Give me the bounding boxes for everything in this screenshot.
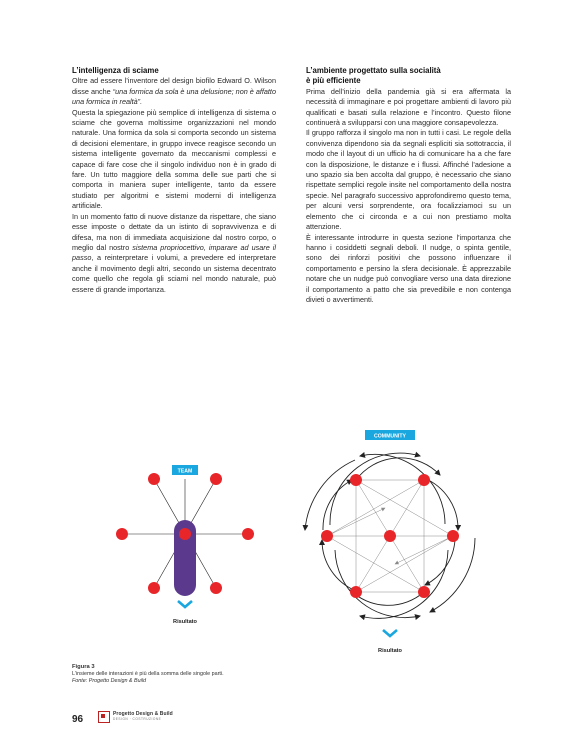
heading-line-2: è più efficiente <box>306 76 361 86</box>
logo-sub-text: DESIGN · COSTRUZIONE <box>113 717 162 721</box>
figure-caption <box>72 664 224 685</box>
community-node <box>418 474 430 486</box>
paragraph-text: In un momento fatto di nuove distanze da rispettare, che siano esse imposte o dettate da un istinto di sopravvivenza e di difesa, ma non di immediata acquisizione dal nostro corpo, o meglio dal nostro <box>72 211 276 252</box>
logo-text <box>113 712 173 722</box>
left-column <box>72 66 276 295</box>
paragraph-swarm-intelligence: Questa la spiegazione più semplice di intelligenza di sistema o sciame che governa moltissime organizzazioni nel mondo naturale. Una formica da sola si comporta secondo un sistema di decisioni elementare, in gruppo invece reagisce secondo un sistema intelligente governato da meccanismi complessi e capace di fare cose che il singolo individuo non è in grado di fare. Un tutto maggiore della somma delle sue parti che si comporta in maniera super intelligente, tanto da essere studiato per algoritmi e sistemi moderni di intelligenza artificiale. <box>72 107 276 211</box>
caption-text: L’insieme delle interazioni è più della somma delle singole parti. <box>72 671 224 677</box>
section-heading-social <box>306 66 511 87</box>
paragraph-distances <box>72 212 276 295</box>
team-node <box>148 582 160 594</box>
community-node <box>384 530 396 542</box>
emphasis-text: sistema propriocettivo, imparare ad usare il passo <box>72 242 276 263</box>
paragraph-text: , a reinterpretare i volumi, a prevedere ed interpretare anche il movimento degli altri, secondo un sistema decentrato come quello che regola gli sciami nel mondo naturale, può essere di grande importanza. <box>72 253 276 294</box>
team-result-label: Risultato <box>173 619 197 625</box>
community-node <box>418 586 430 598</box>
logo-icon <box>98 711 110 723</box>
team-node <box>116 528 128 540</box>
team-node <box>210 473 222 485</box>
team-node <box>242 528 254 540</box>
community-node <box>350 474 362 486</box>
team-diagram <box>116 465 254 625</box>
paragraph-text: Oltre ad essere l’inventore del design biofilo Edward O. Wilson disse anche <box>72 76 276 96</box>
logo-main-text: Progetto Design & Build <box>113 711 173 717</box>
community-label: COMMUNITY <box>374 433 406 440</box>
chevron-down-icon <box>178 601 192 607</box>
publisher-logo <box>98 711 173 723</box>
team-node <box>179 528 191 540</box>
wilson-quote: “una formica da sola è una delusione; non è affatto una formica in realtà”. <box>72 86 276 107</box>
team-node <box>210 582 222 594</box>
chevron-down-icon <box>383 630 397 636</box>
community-diagram <box>305 430 475 654</box>
paragraph-wilson <box>72 76 276 107</box>
paragraph-group-rules: Il gruppo rafforza il singolo ma non in tutti i casi. Le regole della convivenza dipendono sia da segnali espliciti sia sottotraccia, il modo che il layout di un ufficio ha di comunicare ha a che fare con la disposizione, le distanze e i flussi. Affinché l’adesione a uno spazio sia ben accolta dal gruppo, è necessario che siano rispettate semplici regole insite nel comportamento della nostra specie. Nel paragrafo successivo approfondiremo questo tema, per alcuni versi sorprendente, ora focalizziamoci su un elemento che ci circonda e a cui non prestiamo molta attenzione. <box>306 128 511 232</box>
team-label: TEAM <box>177 468 193 475</box>
page-number: 96 <box>72 714 84 725</box>
team-node <box>148 473 160 485</box>
community-node <box>447 530 459 542</box>
community-result-label: Risultato <box>378 648 402 654</box>
community-node <box>350 586 362 598</box>
right-column <box>306 66 511 305</box>
heading-line-1: L’ambiente progettato sulla socialità <box>306 66 441 75</box>
caption-source: Fonte: Progetto Design & Build <box>72 678 147 684</box>
section-heading-swarm: L’intelligenza di sciame <box>72 66 159 75</box>
paragraph-nudge: È interessante introdurre in questa sezione l’importanza che hanno i cosiddetti segnali deboli. Il nudge, o spinta gentile, sono dei rinforzi positivi che possono influenzare il comportamento e persino la sfera decisionale. È apprezzabile notare che un nudge può convogliare verso una data direzione il comportamento a patto che sia prevedibile e non contenga divieti o avvertimenti. <box>306 232 511 304</box>
community-node <box>321 530 333 542</box>
paragraph-pandemic: Prima dell’inizio della pandemia già si era affermata la necessità di immaginare e poi progettare ambienti di lavoro più qualificati e basati sulla relazione e l’incontro. Questo filone continuerà a svilupparsi con una maggiore consapevolezza. <box>306 86 511 128</box>
caption-title: Figura 3 <box>72 664 95 670</box>
figure-team-community <box>0 420 580 670</box>
